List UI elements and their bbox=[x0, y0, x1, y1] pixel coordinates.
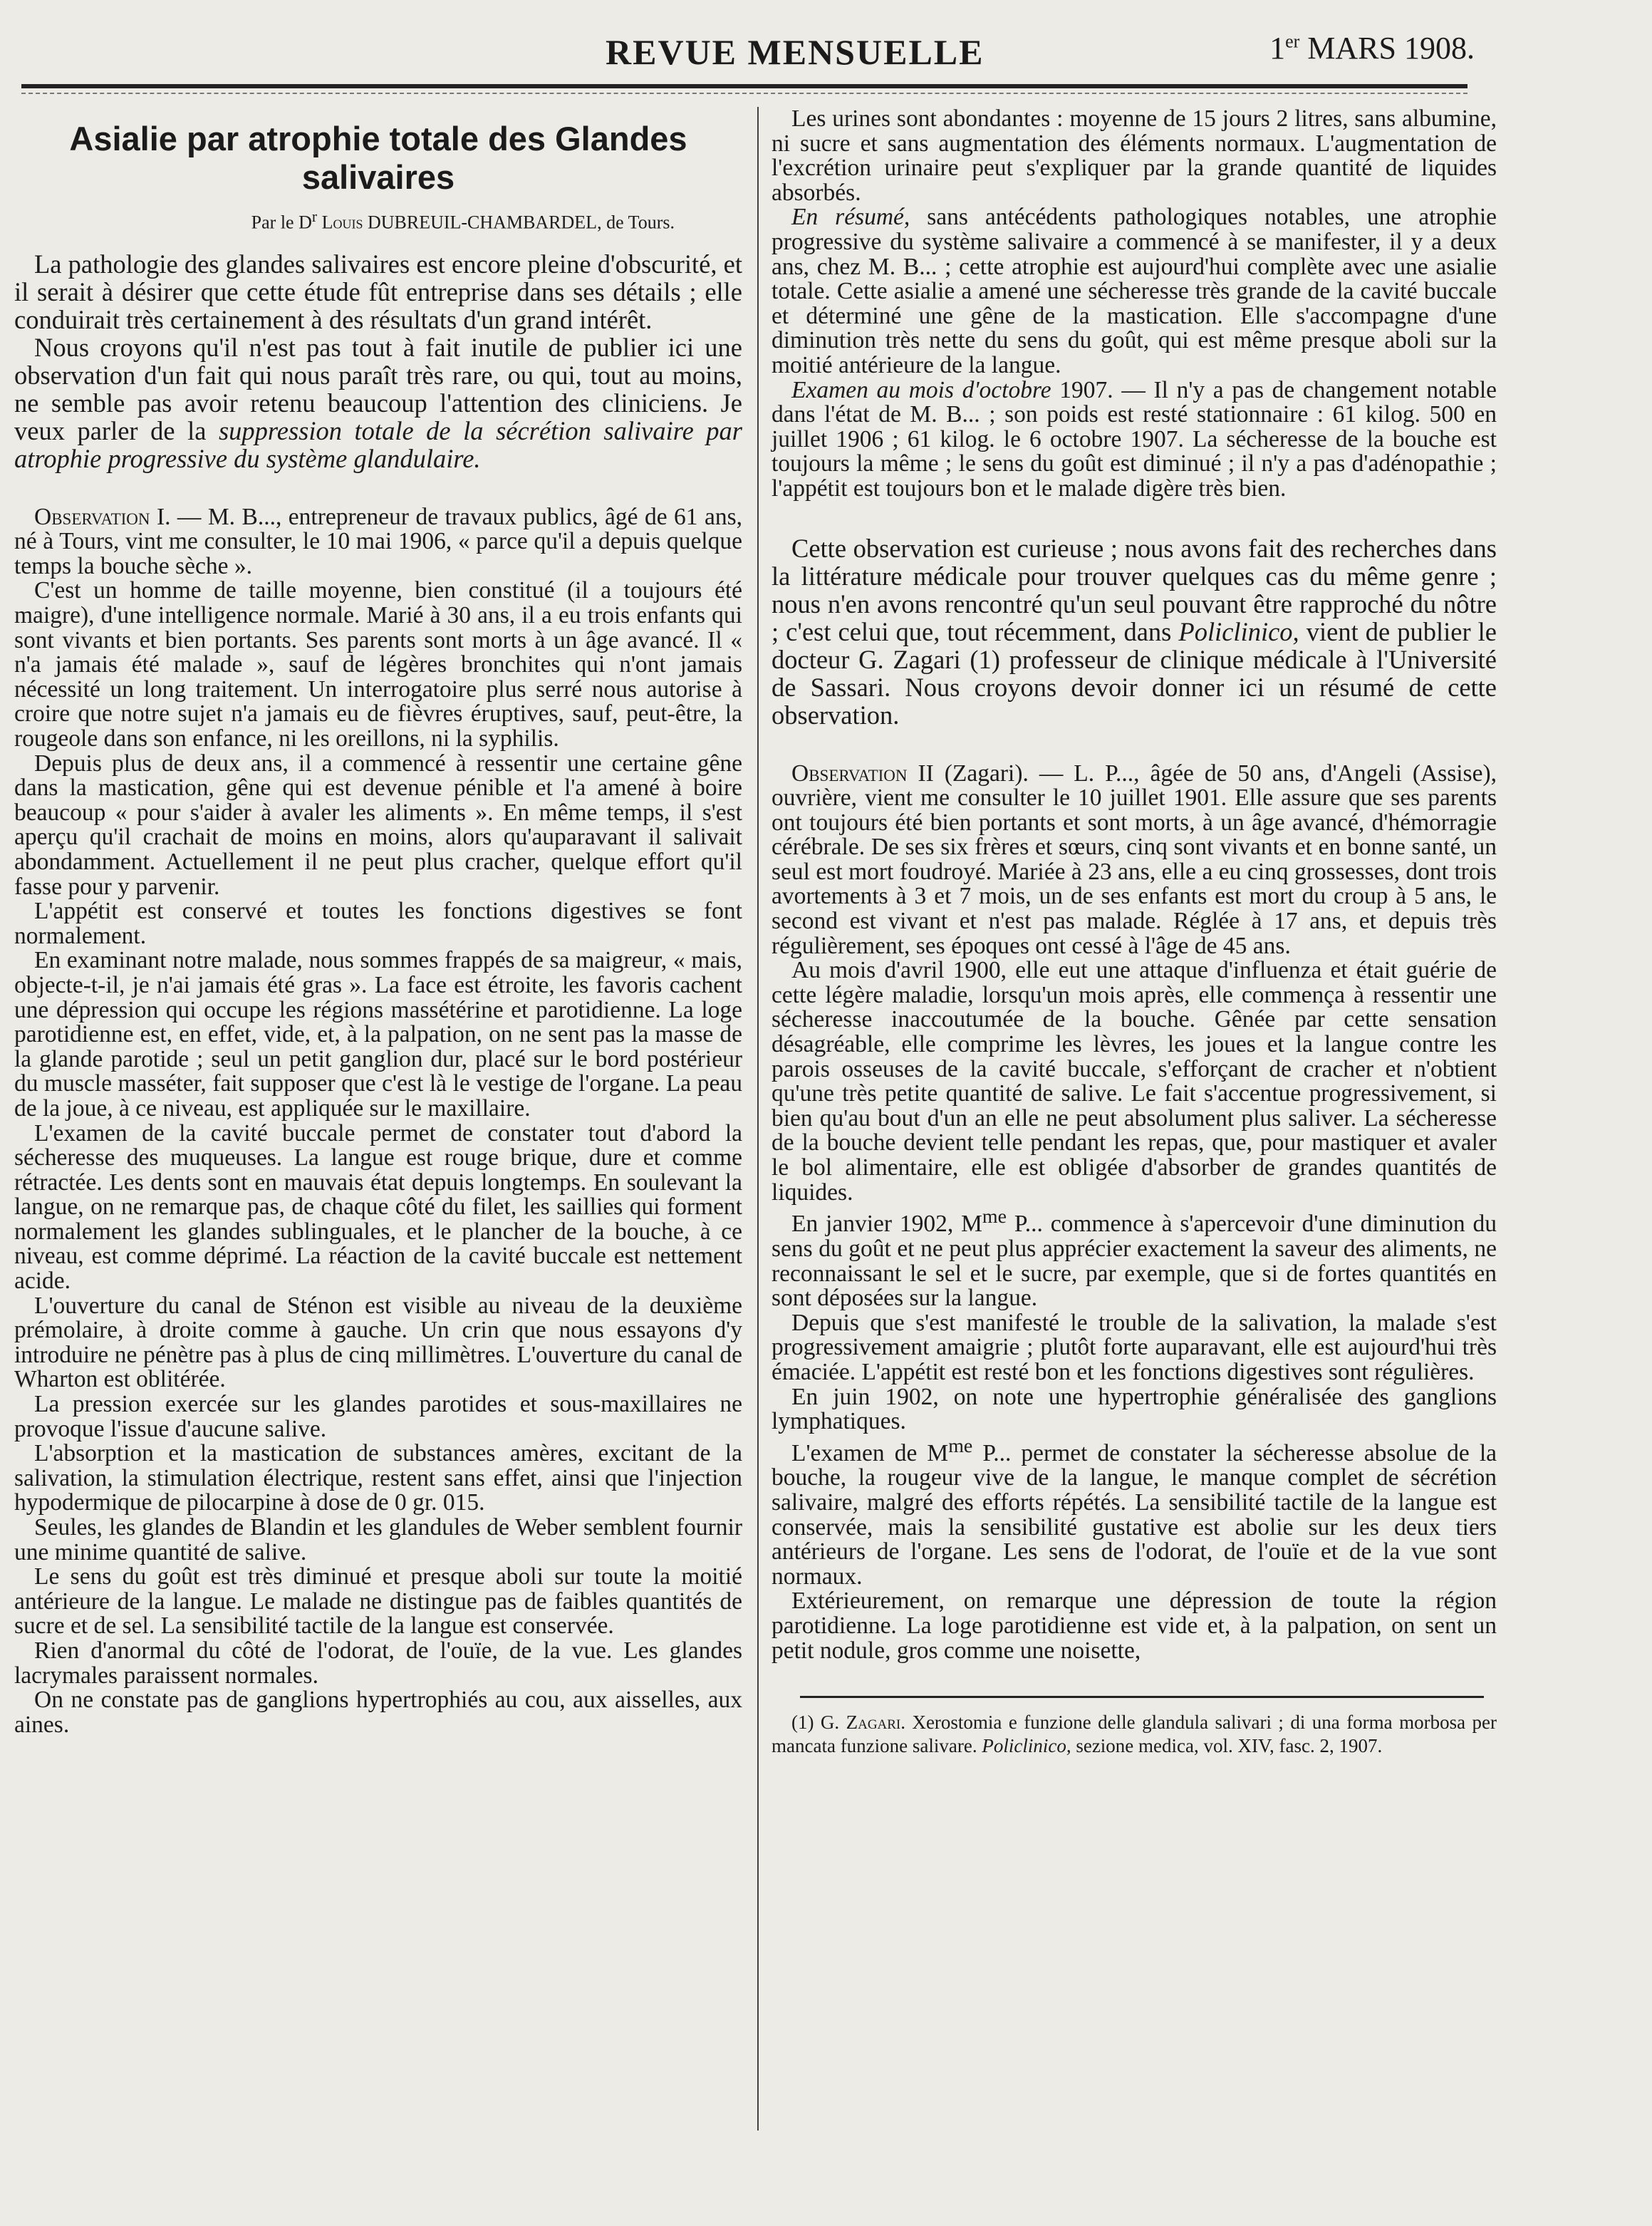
observation-label: Observation I. bbox=[34, 503, 171, 530]
body-paragraph: En juin 1902, on note une hypertrophie généralisée des ganglions lymphatiques. bbox=[772, 1383, 1497, 1435]
footnote-rule bbox=[800, 1696, 1484, 1698]
left-column bbox=[14, 107, 742, 1737]
observation-label: Observation II bbox=[791, 760, 934, 787]
body-paragraph: L'appétit est conservé et toutes les fonctions digestives se font normalement. bbox=[14, 898, 742, 949]
body-paragraph: Depuis plus de deux ans, il a commencé à ressentir une certaine gêne dans la mastication, gêne qui est devenue pénible et l'a amené à boire beaucoup « pour s'aider à avaler les aliments ». En même temps, il s'est aperçu qu'il crachait de moins en moins, alors qu'auparavant il salivait abondamment. Actuellement il ne peut plus cracher, quelque effort qu'il fasse pour y parvenir. bbox=[14, 750, 742, 900]
body-paragraph: Depuis que s'est manifesté le trouble de la salivation, la malade s'est progressivement amaigrie ; plutôt forte auparavant, elle est aujourd'hui très émaciée. L'appétit est resté bon et les fonctions digestives sont régulières. bbox=[772, 1309, 1497, 1385]
body-paragraph: La pression exercée sur les glandes parotides et sous-maxillaires ne provoque l'issue d'aucune salive. bbox=[14, 1391, 742, 1442]
byline: Par le $D^r$ Louis DUBREUIL-CHAMBARDEL, de Tours. bbox=[251, 208, 675, 233]
body-paragraph: En janvier 1902, $M^{me}$ P... commence à s'apercevoir d'une diminution du sens du goût et ne peut plus apprécier exactement la saveur des aliments, ne reconnaissant le sel et le sucre, par exemple, que si de fortes quantités en sont déposées sur la langue. bbox=[772, 1206, 1497, 1312]
body-paragraph: L'examen de $M^{me}$ P... permet de constater la sécheresse absolue de la bouche, la rougeur vive de la langue, le manque complet de sécrétion salivaire, malgré des efforts répétés. La sensibilité tactile de la langue est conservée, mais la sensibilité gustative est abolie sur les deux tiers antérieurs de l'organe. Les sens de l'odorat, de l'ouïe et de la vue sont normaux. bbox=[772, 1434, 1497, 1590]
body-paragraph: Seules, les glandes de Blandin et les glandules de Weber semblent fournir une minime quantité de salive. bbox=[14, 1514, 742, 1565]
body-paragraph: En examinant notre malade, nous sommes frappés de sa maigreur, « mais, objecte-t-il, je n'ai jamais été gras ». La face est étroite, les favoris cachent une dépression qui occupe les régions massétérine et parotidienne. La loge parotidienne est, en effet, vide, et, à la palpation, on ne sent pas la masse de la glande parotide ; seul un petit ganglion dur, placé sur le bord postérieur du muscle masséter, fait supposer que c'est là le vestige de l'organe. La peau de la joue, à ce niveau, est appliquée sur le maxillaire. bbox=[14, 947, 742, 1122]
body-paragraph: Rien d'anormal du côté de l'odorat, de l'ouïe, de la vue. Les glandes lacrymales paraissent normales. bbox=[14, 1637, 742, 1689]
commentary-paragraph: Cette observation est curieuse ; nous avons fait des recherches dans la littérature médicale pour trouver quelques cas du même genre ; nous n'en avons rencontré qu'un seul pouvant être rapproché du nôtre ; c'est celui que, tout récemment, dans Policlinico, vient de publier le docteur G. Zagari (1) professeur de clinique médicale à l'Université de Sassari. Nous croyons devoir donner ici un résumé de cette observation. bbox=[772, 533, 1497, 730]
journal-title: REVUE MENSUELLE bbox=[606, 32, 985, 72]
observation-1-heading: Observation I. — M. B..., entrepreneur de travaux publics, âgé de 61 ans, né à Tours, vint me consulter, le 10 mai 1906, « parce qu'il a depuis quelque temps la bouche sèche ». bbox=[14, 503, 742, 579]
body-paragraph: Les urines sont abondantes : moyenne de 15 jours 2 litres, sans albumine, ni sucre et sans augmentation des éléments normaux. L'augmentation de l'excrétion urinaire peut s'expliquer par la grande quantité de liquides absorbés. bbox=[772, 105, 1497, 206]
right-column bbox=[772, 107, 1497, 1758]
followup-paragraph: Examen au mois d'octobre 1907. — Il n'y a pas de changement notable dans l'état de M. B... ; son poids est resté stationnaire : 61 kilog. 500 en juillet 1906 ; 61 kilog. le 6 octobre 1907. La sécheresse de la bouche est toujours la même ; le sens du goût est diminué ; il n'y a pas d'adénopathie ; l'appétit est toujours bon et le malade digère très bien. bbox=[772, 376, 1497, 502]
header-rule-secondary bbox=[21, 93, 1467, 94]
column-divider bbox=[757, 107, 759, 2131]
body-paragraph: Au mois d'avril 1900, elle eut une attaque d'influenza et était guérie de cette légère maladie, lorsqu'un mois après, elle commença à ressentir une sécheresse inaccoutumée de la bouche. Gênée par cette sensation désagréable, elle comprime les lèvres, les joues et la langue contre les parois osseuses de la cavité buccale, s'efforçant de cracher et n'obtient qu'une très petite quantité de salive. Le fait s'accentue progressivement, si bien qu'au bout d'un an elle ne peut absolument plus saliver. La sécheresse de la bouche devient telle pendant les repas, que, pour mastiquer et avaler le bol alimentaire, elle est obligée d'absorber de grandes quantités de liquides. bbox=[772, 957, 1497, 1206]
header-rule bbox=[21, 84, 1467, 88]
body-paragraph: L'ouverture du canal de Sténon est visible au niveau de la deuxième prémolaire, à droite comme à gauche. Un crin que nous essayons d'y introduire ne pénètre pas à plus de cinq millimètres. L'ouverture du canal de Wharton est oblitérée. bbox=[14, 1292, 742, 1393]
body-paragraph: L'absorption et la mastication de substances amères, excitant de la salivation, la stimulation électrique, restent sans effet, ainsi que l'injection hypodermique de pilocarpine à dose de 0 gr. 015. bbox=[14, 1440, 742, 1516]
intro-paragraph: Nous croyons qu'il n'est pas tout à fait inutile de publier ici une observation d'un fait qui nous paraît très rare, ou qui, tout au moins, ne semble pas avoir retenu beaucoup l'attention des cliniciens. Je veux parler de la suppression totale de la sécrétion salivaire par atrophie progressive du système glandulaire. bbox=[14, 332, 742, 473]
body-paragraph: Le sens du goût est très diminué et presque aboli sur toute la moitié antérieure de la langue. Le malade ne distingue pas de faibles quantités de sucre et de sel. La sensibilité tactile de la langue est conservée. bbox=[14, 1563, 742, 1640]
body-paragraph: C'est un homme de taille moyenne, bien constitué (il a toujours été maigre), d'une intelligence normale. Marié à 30 ans, il a eu trois enfants qui sont vivants et bien portants. Ses parents sont morts à un âge avancé. Il « n'a jamais été malade », sauf de légères bronchites qui n'ont jamais nécessité un long traitement. Un interrogatoire plus serré nous autorise à croire que notre sujet n'a jamais eu de fièvres éruptives, sauf, peut-être, la rougeole dans son enfance, ni les oreillons, ni la syphilis. bbox=[14, 577, 742, 752]
body-paragraph: L'examen de la cavité buccale permet de constater tout d'abord la sécheresse des muqueuses. La langue est rouge brique, dure et comme rétractée. Les dents sont en mauvais état depuis longtemps. En soulevant la langue, on ne remarque pas, de chaque côté du filet, les saillies qui forment normalement les glandes sublinguales, et le plancher de la bouche, à ce niveau, est comme déprimé. La réaction de la cavité buccale est nettement acide. bbox=[14, 1119, 742, 1295]
body-paragraph: On ne constate pas de ganglions hypertrophiés au cou, aux aisselles, aux aines. bbox=[14, 1687, 742, 1738]
article-title: Asialie par atrophie totale des Glandes salivaires bbox=[69, 120, 687, 196]
footnote: (1) G. Zagari. Xerostomia e funzione delle glandula salivari ; di una forma morbosa per mancata funzione salivare. Policlinico, sezione medica, vol. XIV, fasc. 2, 1907. bbox=[772, 1712, 1497, 1757]
intro-paragraph: La pathologie des glandes salivaires est encore pleine d'obscurité, et il serait à désirer que cette étude fût entreprise dans ses détails ; elle conduirait très certainement à des résultats d'un grand intérêt. bbox=[14, 249, 742, 334]
issue-date: 1er MARS 1908. bbox=[1269, 31, 1475, 66]
body-paragraph: Extérieurement, on remarque une dépression de toute la région parotidienne. La loge parotidienne est vide et, à la palpation, on sent un petit nodule, gros comme une noisette, bbox=[772, 1588, 1497, 1664]
summary-paragraph: En résumé, sans antécédents pathologiques notables, une atrophie progressive du système salivaire a commencé à se manifester, il y a deux ans, chez M. B... ; cette atrophie est aujourd'hui complète avec une asialie totale. Cette asialie a amené une sécheresse très grande de la cavité buccale et déterminé une gêne de la mastication. Elle s'accompagne d'une diminution très nette du sens du goût, qui est même presque aboli sur la moitié antérieure de la langue. bbox=[772, 204, 1497, 378]
running-header bbox=[21, 26, 1475, 83]
observation-2-heading: Observation II (Zagari). — L. P..., âgée de 50 ans, d'Angeli (Assise), ouvrière, vient me consulter le 10 juillet 1901. Elle assure que ses parents ont toujours été bien portants et sont morts, à un âge avancé, d'hémorragie cérébrale. De ses six frères et sœurs, cinq sont vivants et en bonne santé, un seul est mort foudroyé. Mariée à 23 ans, elle a eu cinq grossesses, dont trois avortements à 3 et 7 mois, un de ses enfants est mort du croup à 5 ans, le second est vivant et n'est pas malade. Réglée à 17 ans, et depuis très régulièrement, ses époques ont cessé à l'âge de 45 ans. bbox=[772, 760, 1497, 959]
